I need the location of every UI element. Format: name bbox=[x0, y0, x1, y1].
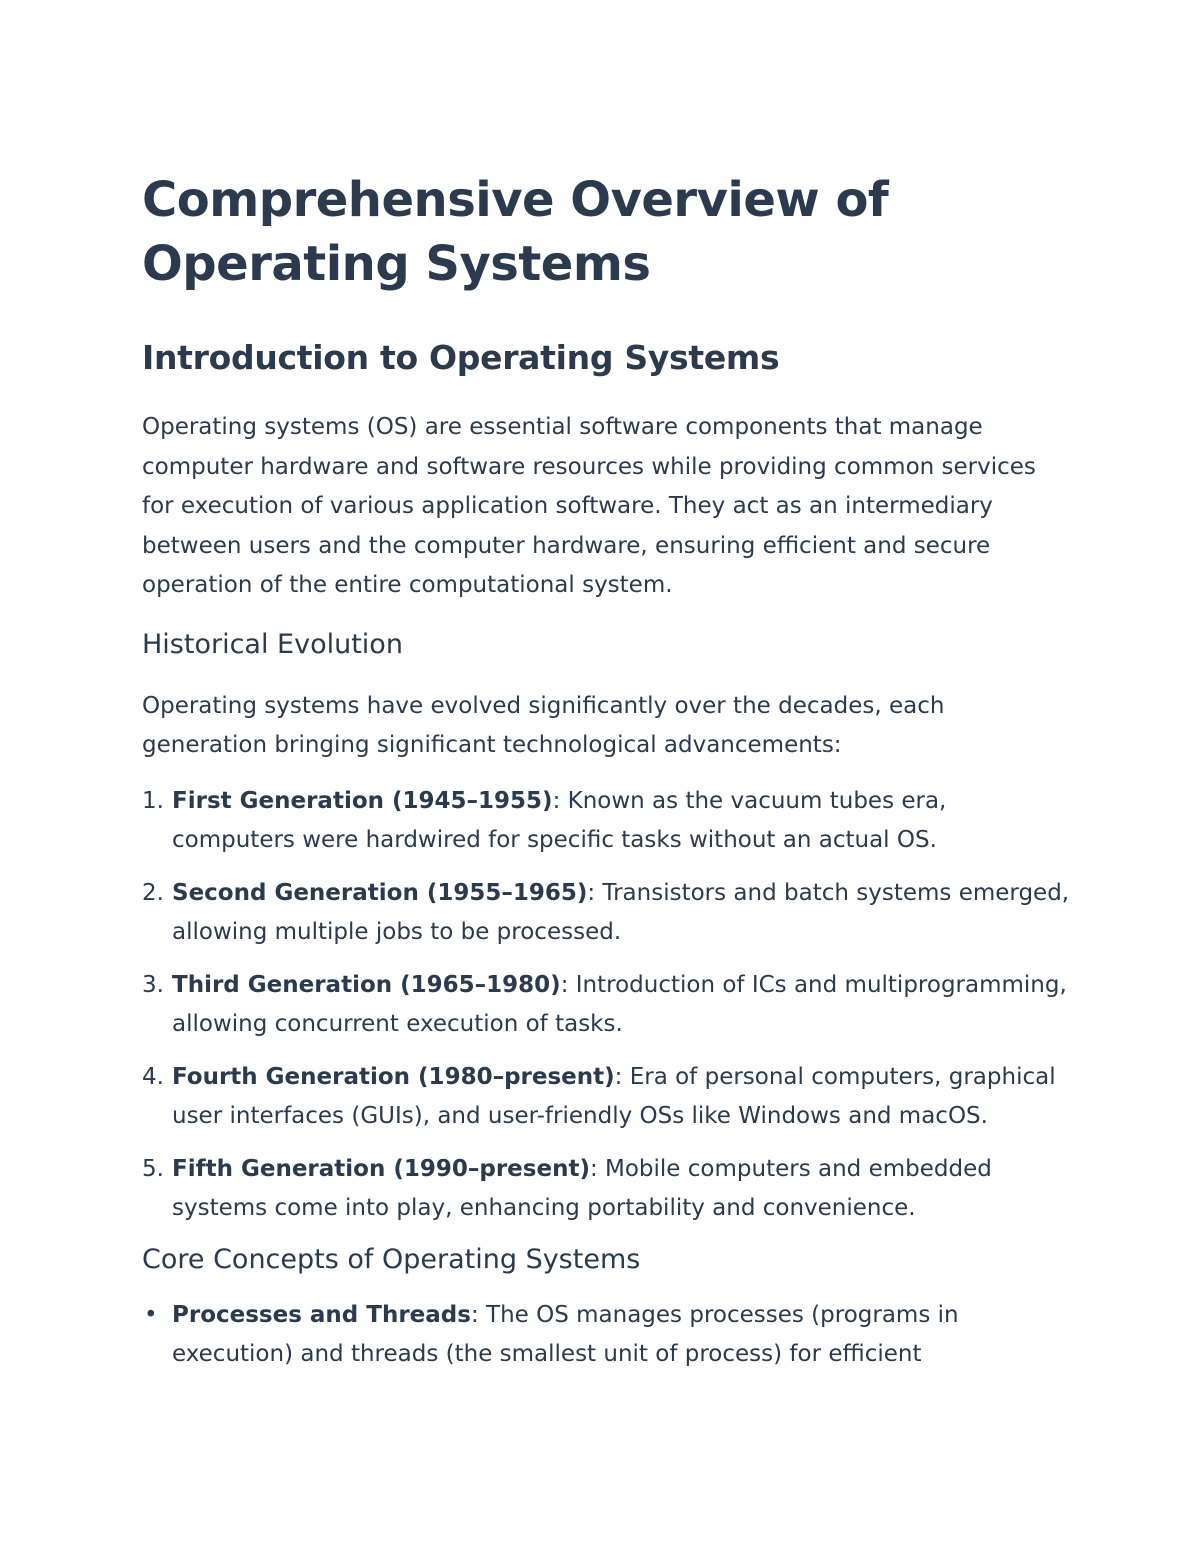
item-label: Fifth Generation (1990–present) bbox=[172, 1155, 590, 1182]
list-item bbox=[142, 966, 1072, 1045]
list-item bbox=[142, 874, 1072, 953]
item-text: : Transistors and batch systems emerged, allowing multiple jobs to be processed. bbox=[172, 879, 1070, 945]
history-heading: Historical Evolution bbox=[142, 628, 403, 660]
intro-heading: Introduction to Operating Systems bbox=[142, 338, 780, 377]
list-number: 2. bbox=[142, 879, 164, 906]
item-text: : Mobile computers and embedded systems come into play, enhancing portability and convenience. bbox=[172, 1155, 992, 1221]
item-text: : Era of personal computers, graphical user interfaces (GUIs), and user-friendly OSs like Windows and macOS. bbox=[172, 1063, 1056, 1129]
core-concepts-heading: Core Concepts of Operating Systems bbox=[142, 1243, 641, 1275]
list-item bbox=[142, 1058, 1072, 1137]
item-label: Processes and Threads bbox=[172, 1301, 471, 1328]
list-item bbox=[142, 1296, 1072, 1375]
item-text: : The OS manages processes (programs in execution) and threads (the smallest unit of process) for efficient bbox=[172, 1301, 959, 1367]
document-title: Comprehensive Overview of Operating Systems bbox=[142, 172, 889, 292]
item-text: : Known as the vacuum tubes era, computers were hardwired for specific tasks without an actual OS. bbox=[172, 787, 947, 853]
list-item bbox=[142, 782, 1072, 861]
history-paragraph: Operating systems have evolved significantly over the decades, each generation bringing significant technological advancements: bbox=[142, 692, 945, 758]
core-concepts-list bbox=[142, 1296, 1072, 1375]
list-number: 5. bbox=[142, 1155, 164, 1182]
item-label: Third Generation (1965–1980) bbox=[172, 971, 561, 998]
item-text: : Introduction of ICs and multiprogramming, allowing concurrent execution of tasks. bbox=[172, 971, 1067, 1037]
intro-paragraph: Operating systems (OS) are essential software components that manage computer hardware and software resources while providing common services for execution of various application software. They act as an intermediary between users and the computer hardware, ensuring efficient and secure operation of the entire computational system. bbox=[142, 414, 1036, 598]
document-page bbox=[142, 168, 1072, 1388]
item-label: Fourth Generation (1980–present) bbox=[172, 1063, 615, 1090]
item-label: First Generation (1945–1955) bbox=[172, 787, 553, 814]
item-label: Second Generation (1955–1965) bbox=[172, 879, 588, 906]
list-number: 4. bbox=[142, 1063, 164, 1090]
list-number: 1. bbox=[142, 787, 164, 814]
bullet-icon: • bbox=[144, 1301, 158, 1328]
list-number: 3. bbox=[142, 971, 164, 998]
list-item bbox=[142, 1150, 1072, 1229]
generation-list bbox=[142, 782, 1072, 1229]
